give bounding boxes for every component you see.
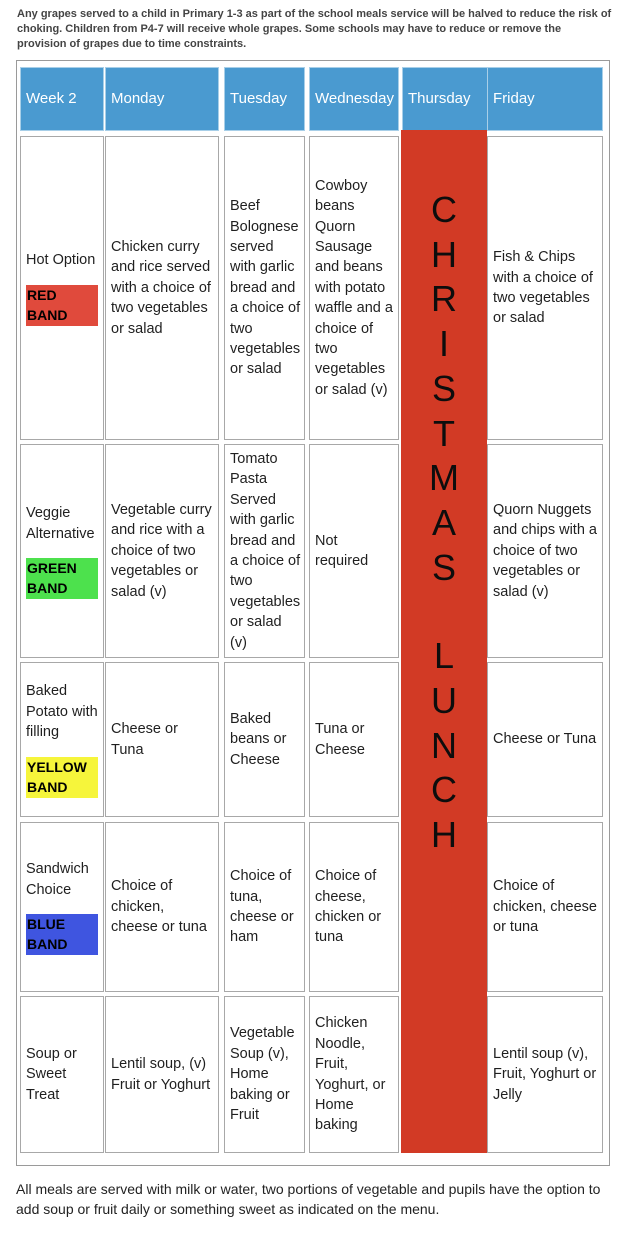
header-tuesday-label: Tuesday xyxy=(230,89,287,107)
header-thursday xyxy=(402,67,488,131)
row-potato-label xyxy=(20,662,104,817)
sandwich-friday xyxy=(487,822,603,992)
blue-band-badge: BLUE BAND xyxy=(26,914,98,955)
sandwich-monday-text: Choice of chicken, cheese or tuna xyxy=(111,878,207,936)
banner-letter: S xyxy=(431,546,456,588)
sandwich-friday-text: Choice of chicken, cheese or tuna xyxy=(493,878,597,936)
header-monday xyxy=(105,67,219,131)
soup-tuesday xyxy=(224,996,305,1153)
banner-letter: C xyxy=(431,769,457,811)
red-band-badge: RED BAND xyxy=(26,285,98,326)
banner-letter: T xyxy=(433,412,455,454)
header-thursday-label: Thursday xyxy=(408,89,471,107)
hot-friday-text: Fish & Chips with a choice of two vegetables or salad xyxy=(493,249,593,327)
banner-letter: A xyxy=(431,501,456,543)
soup-monday xyxy=(105,996,219,1153)
baked-potato-label: Baked Potato with filling xyxy=(26,683,98,741)
header-monday-label: Monday xyxy=(111,89,165,107)
header-week-label: Week 2 xyxy=(26,89,77,107)
row-hot-label xyxy=(20,136,104,440)
veggie-monday-text: Vegetable curry and rice with a choice of two vegetables or salad (v) xyxy=(111,501,212,600)
banner-letter: R xyxy=(431,278,457,320)
header-friday-label: Friday xyxy=(493,89,535,107)
hot-tuesday xyxy=(224,136,305,440)
veggie-friday-text: Quorn Nuggets and chips with a choice of two vegetables or salad (v) xyxy=(493,501,597,600)
banner-letter: C xyxy=(431,189,457,230)
hot-monday-text: Chicken curry and rice served with a choice of two vegetables or salad xyxy=(111,238,211,337)
potato-tuesday-text: Baked beans or Cheese xyxy=(230,710,287,768)
christmas-lunch-banner xyxy=(401,130,487,1153)
potato-friday-text: Cheese or Tuna xyxy=(493,731,597,748)
veggie-wednesday xyxy=(309,444,399,658)
banner-letter: L xyxy=(433,635,455,677)
hot-option-label: Hot Option xyxy=(26,252,96,269)
potato-tuesday xyxy=(224,662,305,817)
footer-note: All meals are served with milk or water, two portions of vegetable and pupils have the option to add soup or fruit daily or something sweet as indicated on the menu. xyxy=(16,1181,601,1217)
soup-tuesday-text: Vegetable Soup (v), Home baking or Fruit xyxy=(230,1025,295,1124)
banner-letter: U xyxy=(431,680,457,722)
veggie-alternative-label: Veggie Alternative xyxy=(26,505,95,542)
veggie-wednesday-text: Not required xyxy=(315,532,369,569)
header-tuesday xyxy=(224,67,305,131)
sandwich-choice-label: Sandwich Choice xyxy=(26,861,89,898)
veggie-friday xyxy=(487,444,603,658)
banner-letter: M xyxy=(429,457,459,499)
soup-monday-text: Lentil soup, (v) Fruit or Yoghurt xyxy=(111,1056,211,1093)
potato-wednesday-text: Tuna or Cheese xyxy=(315,721,365,758)
banner-letter: I xyxy=(438,323,449,365)
grapes-notice: Any grapes served to a child in Primary 1-3 as part of the school meals service will be halved to reduce the risk of choking. Children from P4-7 will receive whole grapes. Some schools may have to reduce or remove the provision of grapes due to time constraints. xyxy=(17,8,612,50)
potato-friday xyxy=(487,662,603,817)
potato-wednesday xyxy=(309,662,399,817)
banner-letter: N xyxy=(431,724,457,766)
header-wednesday xyxy=(309,67,399,131)
banner-letter: S xyxy=(431,367,456,409)
banner-letter: H xyxy=(431,233,457,275)
header-week xyxy=(20,67,104,131)
row-sandwich-label xyxy=(20,822,104,992)
soup-sweet-label: Soup or Sweet Treat xyxy=(26,1045,77,1103)
sandwich-wednesday xyxy=(309,822,399,992)
banner-letter: H xyxy=(431,814,457,856)
sandwich-wednesday-text: Choice of cheese, chicken or tuna xyxy=(315,868,382,946)
hot-friday xyxy=(487,136,603,440)
menu-table xyxy=(16,60,610,1166)
hot-wednesday-text: Cowboy beans Quorn Sausage and beans with potato waffle and a choice of two vegetables or salad (v) xyxy=(315,177,393,398)
hot-tuesday-text: Beef Bolognese served with garlic bread and a choice of two vegetables or salad xyxy=(230,198,301,378)
header-friday xyxy=(487,67,603,131)
sandwich-tuesday-text: Choice of tuna, cheese or ham xyxy=(230,868,294,946)
soup-friday xyxy=(487,996,603,1153)
row-veggie-label xyxy=(20,444,104,658)
potato-monday-text: Cheese or Tuna xyxy=(111,721,178,758)
soup-friday-text: Lentil soup (v), Fruit, Yoghurt or Jelly xyxy=(493,1045,597,1103)
soup-wednesday xyxy=(309,996,399,1153)
header-wednesday-label: Wednesday xyxy=(315,89,394,107)
yellow-band-badge: YELLOW BAND xyxy=(26,757,98,798)
potato-monday xyxy=(105,662,219,817)
hot-wednesday xyxy=(309,136,399,440)
soup-wednesday-text: Chicken Noodle, Fruit, Yoghurt, or Home baking xyxy=(315,1015,386,1134)
sandwich-monday xyxy=(105,822,219,992)
veggie-monday xyxy=(105,444,219,658)
veggie-tuesday xyxy=(224,444,305,658)
sandwich-tuesday xyxy=(224,822,305,992)
row-soup-label xyxy=(20,996,104,1153)
veggie-tuesday-text: Tomato Pasta Served with garlic bread and a choice of two vegetables or salad (v) xyxy=(230,450,301,651)
green-band-badge: GREEN BAND xyxy=(26,558,98,599)
hot-monday xyxy=(105,136,219,440)
